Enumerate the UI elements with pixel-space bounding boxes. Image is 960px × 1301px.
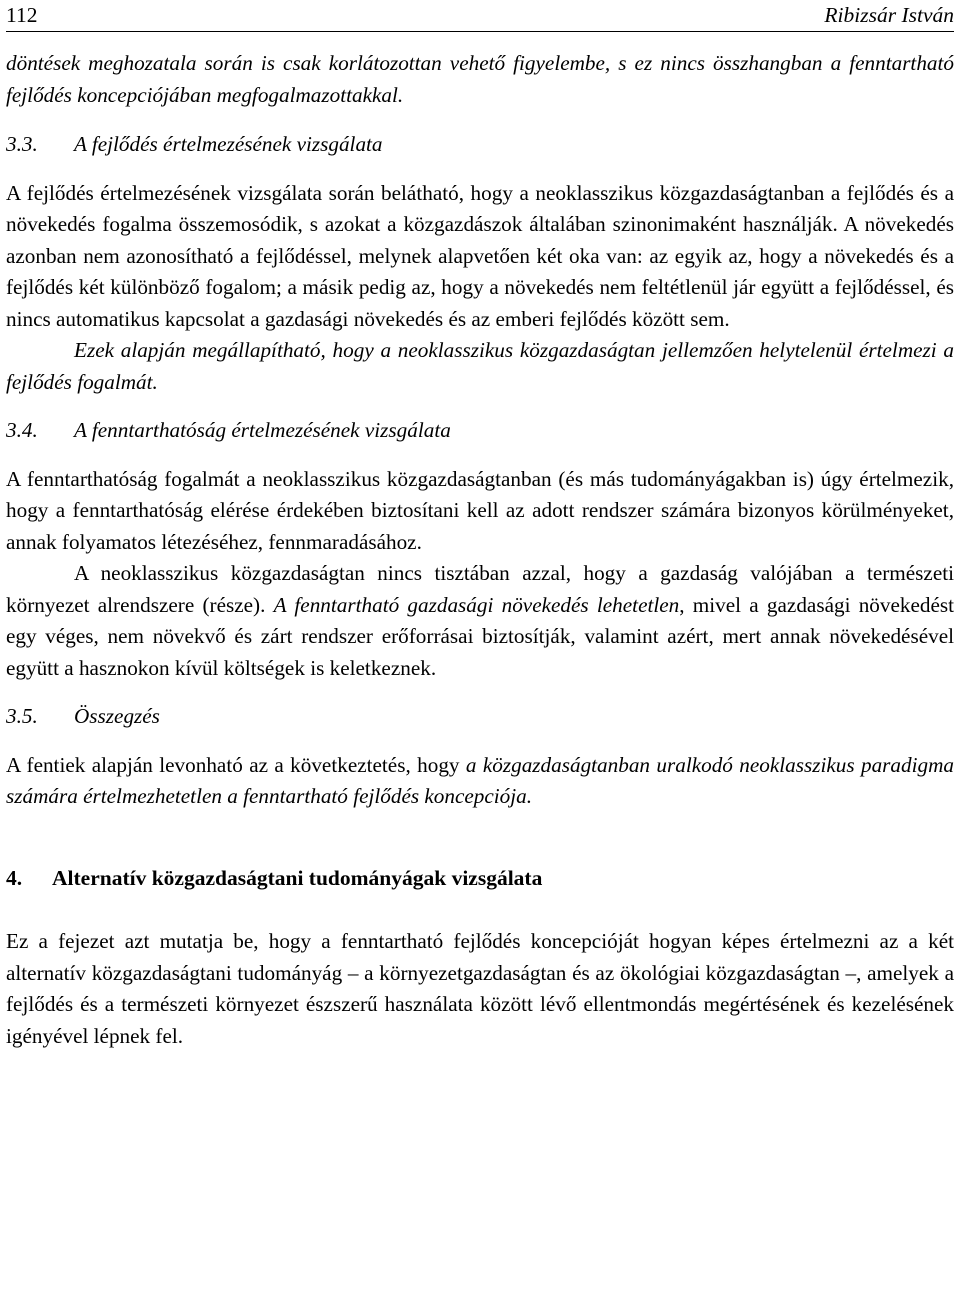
section-heading-3-4 bbox=[6, 415, 954, 447]
emphasis-text: A fenntartható gazdasági növekedés lehetetlen bbox=[273, 592, 680, 617]
section-number: 3.5. bbox=[6, 704, 38, 728]
section-heading-3-3 bbox=[6, 129, 954, 161]
running-header-author: Ribizsár István bbox=[824, 3, 954, 27]
section-number: 3.4. bbox=[6, 418, 38, 442]
page-number: 112 bbox=[6, 3, 38, 27]
chapter-title: Alternatív közgazdaságtani tudományágak vizsgálata bbox=[52, 865, 543, 890]
section-title: Összegzés bbox=[74, 704, 160, 728]
section-title: A fenntarthatóság értelmezésének vizsgálata bbox=[74, 418, 451, 442]
section-number: 3.3. bbox=[6, 132, 38, 156]
chapter-number: 4. bbox=[6, 865, 23, 890]
page-content bbox=[6, 48, 954, 1052]
text-run: A neoklasszikus közgazdaságtan nincs tisztában azzal, hogy a gazdaság valójában a természeti környezet alrendszere (része). bbox=[6, 561, 954, 617]
paragraph: A fenntarthatóság fogalmát a neoklasszikus közgazdaságtanban (és más tudományágakban is) úgy értelmezik, hogy a fenntarthatóság elérése érdekében biztosítani kell az adott rendszer számára bizonyos körülményeket, annak folyamatos létezéséhez, fennmaradásához. bbox=[6, 466, 954, 554]
emphasis-text: a közgazdaságtanban uralkodó neoklasszikus paradigma számára értelmezhetetlen a fenntartható fejlődés koncepciója. bbox=[6, 752, 954, 808]
document-page bbox=[6, 0, 954, 1052]
paragraph: A fejlődés értelmezésének vizsgálata során belátható, hogy a neoklasszikus közgazdaságtanban a fejlődés és a növekedés fogalma összemosódik, s azokat a közgazdászok általában szinonimaként használják. A növekedés azonban nem azonosítható a fejlődéssel, melynek alapvetően két oka van: az egyik az, hogy a növekedés és a fejlődés két különböző fogalom; a másik pedig az, hogy a növekedés nem feltétlenül jár együtt a fejlődéssel, és nincs automatikus kapcsolat a gazdasági növekedés és az emberi fejlődés között sem. bbox=[6, 180, 954, 331]
text-run: , mivel a gazdasági növekedést egy véges, nem növekvő és zárt rendszer erőforrásai biztosítják, valamint azért, mert annak növekedésével együtt a hasznokon kívül költségek is keletkeznek. bbox=[6, 592, 955, 680]
lead-paragraph: döntések meghozatala során is csak korlátozottan vehető figyelembe, s ez nincs összhangban a fenntartható fejlődés koncepciójában megfogalmazottakkal. bbox=[6, 51, 954, 107]
paragraph: Ezek alapján megállapítható, hogy a neoklasszikus közgazdaságtan jellemzően helytelenül értelmezi a fejlődés fogalmát. bbox=[6, 338, 954, 394]
section-title: A fejlődés értelmezésének vizsgálata bbox=[74, 132, 383, 156]
section-heading-3-5 bbox=[6, 701, 954, 733]
text-run: A fentiek alapján levonható az a következtetés, hogy bbox=[6, 752, 466, 777]
running-header bbox=[6, 0, 954, 32]
paragraph bbox=[6, 558, 954, 684]
paragraph bbox=[6, 750, 954, 813]
paragraph: Ez a fejezet azt mutatja be, hogy a fenntartható fejlődés koncepcióját hogyan képes értelmezni az a két alternatív közgazdaságtani tudományág – a környezetgazdaságtan és az ökológiai közgazdaságtan –, amelyek a fejlődés és a természeti környezet észszerű használata között lévő ellentmondás megértésének és kezelésének igényével lépnek fel. bbox=[6, 929, 954, 1048]
chapter-heading-4 bbox=[6, 863, 954, 895]
